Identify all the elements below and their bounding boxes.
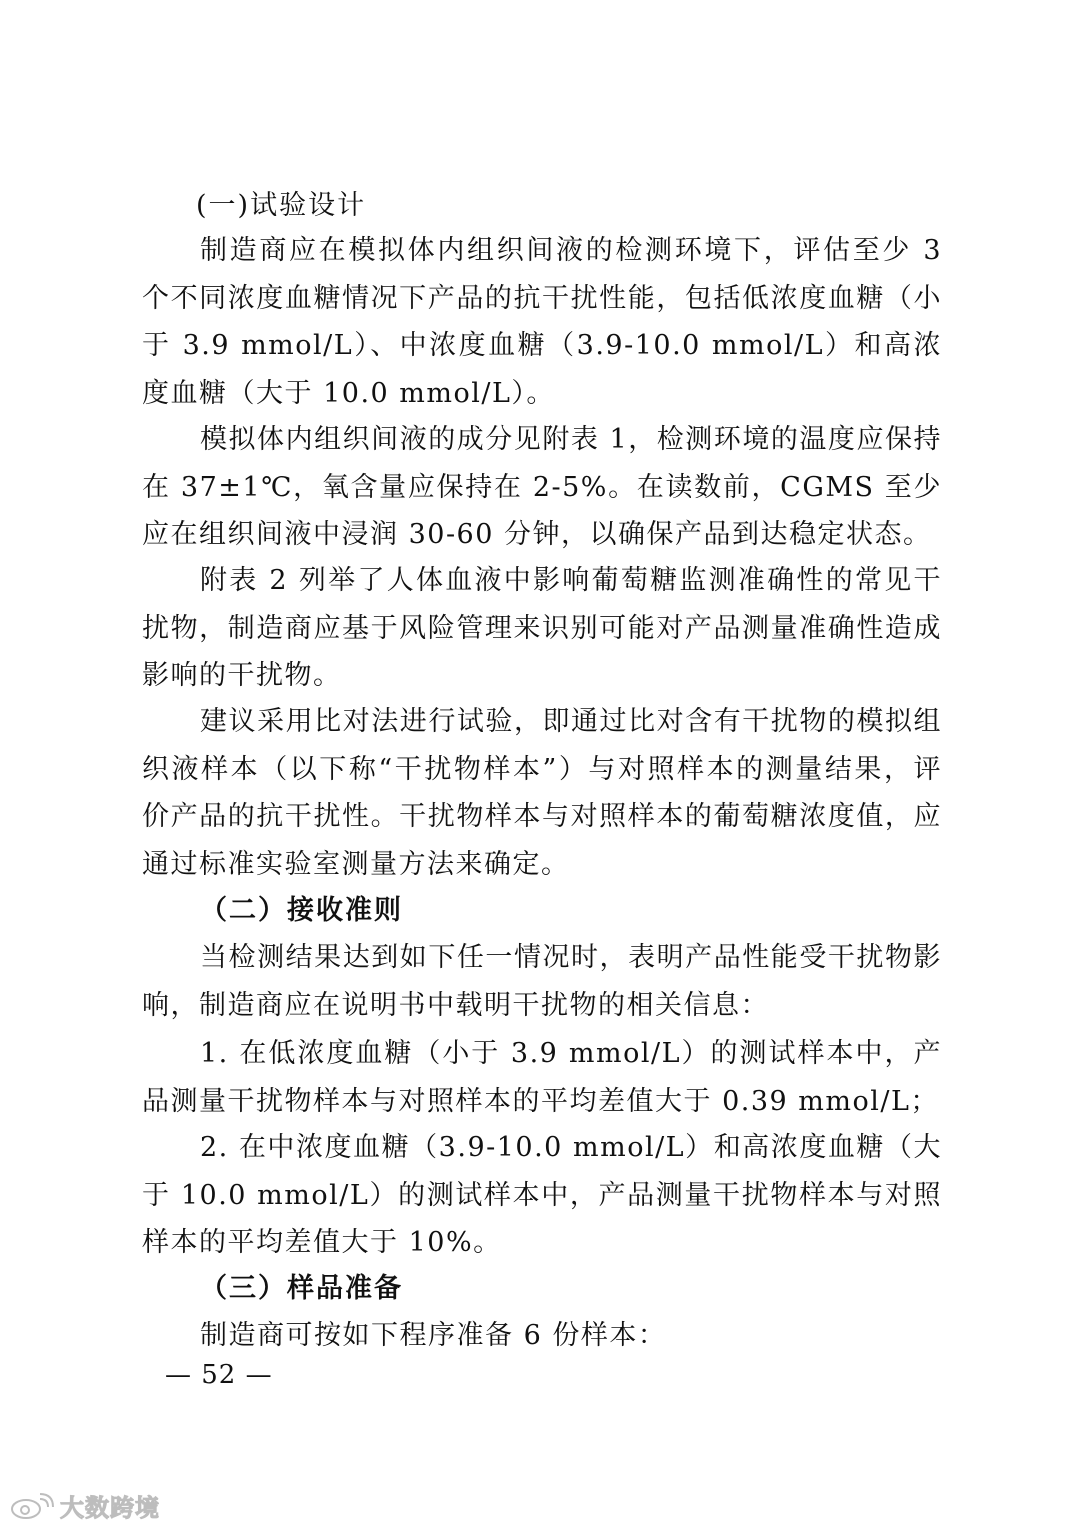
paragraph-interferents-list: 附表 2 列举了人体血液中影响葡萄糖监测准确性的常见干扰物，制造商应基于风险管理来识别可能对产品测量准确性造成影响的干扰物。 xyxy=(142,565,942,691)
paragraph-sample-procedure: 制造商可按如下程序准备 6 份样本： xyxy=(200,1320,667,1351)
paragraph-acceptance-intro: 当检测结果达到如下任一情况时，表明产品性能受干扰物影响，制造商应在说明书中载明干扰物的相关信息： xyxy=(142,942,942,1021)
weibo-logo-icon xyxy=(10,1493,54,1519)
paragraph-comparison-method: 建议采用比对法进行试验，即通过比对含有干扰物的模拟组织液样本（以下称“干扰物样本”）与对照样本的测量结果，评价产品的抗干扰性。干扰物样本与对照样本的葡萄糖浓度值，应通过标准实验室测量方法来确定。 xyxy=(142,706,942,880)
paragraph-test-environment: 制造商应在模拟体内组织间液的检测环境下，评估至少 3 个不同浓度血糖情况下产品的抗干扰性能，包括低浓度血糖（小于 3.9 mmol/L）、中浓度血糖（3.9-10.0 mmol/L）和高浓度血糖（大于 10.0 mmol/L）。 xyxy=(142,235,942,409)
section-heading-experiment-design: (一)试验设计 xyxy=(196,190,367,221)
page-number: — 52 — xyxy=(165,1360,273,1390)
section-heading-acceptance-criteria: （二）接收准则 xyxy=(200,895,403,926)
paragraph-criterion-low: 1. 在低浓度血糖（小于 3.9 mmol/L）的测试样本中，产品测量干扰物样本与对照样本的平均差值大于 0.39 mmol/L； xyxy=(142,1038,942,1117)
paragraph-simulated-fluid: 模拟体内组织间液的成分见附表 1，检测环境的温度应保持在 37±1℃，氧含量应保持在 2-5%。在读数前，CGMS 至少应在组织间液中浸润 30-60 分钟，以确保产品到达稳定状态。 xyxy=(142,424,942,550)
section-heading-sample-preparation: （三）样品准备 xyxy=(200,1273,403,1304)
paragraph-criterion-mid-high: 2. 在中浓度血糖（3.9-10.0 mmol/L）和高浓度血糖（大于 10.0 mmol/L）的测试样本中，产品测量干扰物样本与对照样本的平均差值大于 10%。 xyxy=(142,1132,942,1258)
watermark-text: 大数跨境 xyxy=(60,1494,160,1522)
watermark xyxy=(10,1488,160,1523)
